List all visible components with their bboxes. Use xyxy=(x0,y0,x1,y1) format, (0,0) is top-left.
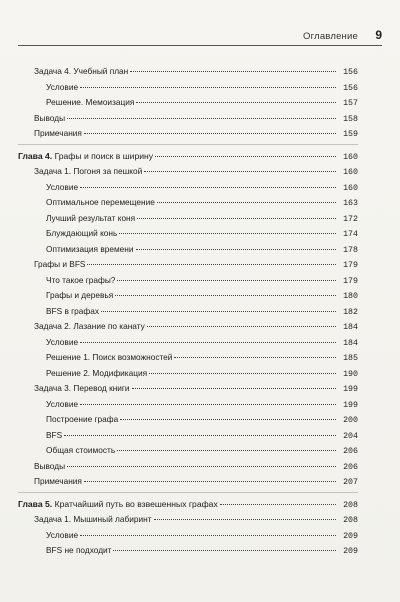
toc-subsection-entry[interactable] xyxy=(18,397,358,413)
toc-section-entry[interactable] xyxy=(18,459,358,475)
toc-entry-title xyxy=(46,335,78,351)
toc-entry-text: Графы и деревья xyxy=(46,290,114,300)
dot-leader xyxy=(80,341,336,343)
dot-leader xyxy=(113,549,336,551)
toc-subsection-entry[interactable] xyxy=(18,304,358,320)
toc-entry-text: BFS не подходит xyxy=(46,545,112,555)
toc-page-number: 160 xyxy=(343,183,358,193)
dot-leader xyxy=(84,132,336,134)
toc-entry-text: Задача 1. Погоня за пешкой xyxy=(34,166,143,176)
toc-page-number: 158 xyxy=(343,114,358,124)
toc-page-number: 163 xyxy=(343,199,358,208)
toc-section-entry[interactable] xyxy=(18,64,358,80)
toc-subsection-entry[interactable] xyxy=(18,528,358,544)
toc-page-number: 156 xyxy=(343,68,358,77)
toc-entry-text: Кратчайший путь во взвешенных графах xyxy=(54,498,218,509)
toc-page-number: 206 xyxy=(343,447,358,456)
toc-section-entry[interactable] xyxy=(18,257,358,273)
toc-section-entry[interactable] xyxy=(18,319,358,335)
toc-subsection-entry[interactable] xyxy=(18,180,358,196)
toc-entry-text: Примечания xyxy=(34,128,82,138)
toc-page-number: 184 xyxy=(343,338,358,348)
toc-entry-title xyxy=(46,350,172,366)
toc-entry-title xyxy=(46,304,99,320)
toc-entry-title xyxy=(34,381,130,397)
toc-page-number: 207 xyxy=(343,478,358,487)
toc-page-number: 159 xyxy=(343,130,358,139)
dot-leader xyxy=(84,480,336,482)
dot-leader xyxy=(132,387,336,389)
dot-leader xyxy=(174,356,336,358)
toc-entry-title xyxy=(18,497,218,513)
toc-entry-title xyxy=(46,242,134,258)
dot-leader xyxy=(149,372,336,374)
chapter-number: Глава 4. xyxy=(18,150,53,161)
toc-entry-title xyxy=(46,80,78,96)
dot-leader xyxy=(101,310,336,312)
toc-entry-title xyxy=(34,319,145,335)
toc-subsection-entry[interactable] xyxy=(18,195,358,211)
toc-page-number: 172 xyxy=(343,214,358,224)
toc-entry-title xyxy=(46,366,147,382)
dot-leader xyxy=(144,170,336,172)
toc-entry-title xyxy=(46,273,115,289)
toc-entry-title xyxy=(34,64,128,80)
toc-entry-title xyxy=(46,226,117,242)
chapter-separator xyxy=(18,492,358,494)
toc-entry-title xyxy=(34,459,65,475)
toc-entry-text: BFS в графах xyxy=(46,305,99,316)
toc-entry-title xyxy=(46,412,118,428)
toc-page-number: 174 xyxy=(343,230,358,239)
toc-subsection-entry[interactable] xyxy=(18,335,358,351)
toc-entry-text: Задача 4. Учебный план xyxy=(34,66,129,76)
dot-leader xyxy=(136,248,337,250)
toc-subsection-entry[interactable] xyxy=(18,366,358,382)
toc-entry-title xyxy=(46,211,135,227)
toc-subsection-entry[interactable] xyxy=(18,273,358,289)
dot-leader xyxy=(220,503,336,505)
dot-leader xyxy=(67,117,336,119)
toc-subsection-entry[interactable] xyxy=(18,242,358,258)
dot-leader xyxy=(157,201,336,203)
toc-entry-text: Графы и BFS xyxy=(34,259,86,269)
toc-section-entry[interactable] xyxy=(18,381,358,397)
dot-leader xyxy=(119,232,336,234)
toc-page-number: 182 xyxy=(343,307,358,317)
toc-entry-title xyxy=(46,528,78,544)
toc-chapter-entry[interactable] xyxy=(18,149,358,165)
toc-subsection-entry[interactable] xyxy=(18,226,358,242)
toc-entry-text: BFS xyxy=(46,429,63,440)
toc-entry-title xyxy=(46,95,134,111)
toc-page-number: 190 xyxy=(343,369,358,379)
dot-leader xyxy=(136,101,336,103)
toc-subsection-entry[interactable] xyxy=(18,211,358,227)
toc-entry-text: Решение. Мемоизация xyxy=(46,97,135,107)
toc-page-number: 157 xyxy=(343,99,358,108)
toc-entry-text: Общая стоимость xyxy=(46,445,116,455)
header-rule xyxy=(18,45,382,46)
toc-subsection-entry[interactable] xyxy=(18,412,358,428)
toc-page-number: 209 xyxy=(343,531,358,541)
toc-section-entry[interactable] xyxy=(18,474,358,490)
toc-entry-title xyxy=(46,428,62,444)
dot-leader xyxy=(80,534,336,536)
chapter-separator xyxy=(18,144,358,146)
toc-section-entry[interactable] xyxy=(18,164,358,180)
dot-leader xyxy=(80,186,336,188)
toc-entry-title xyxy=(34,512,152,528)
toc-page-number: 179 xyxy=(343,261,358,270)
toc-subsection-entry[interactable] xyxy=(18,443,358,459)
toc-page-number: 180 xyxy=(343,292,358,301)
toc-page-number: 199 xyxy=(343,385,358,394)
toc-entry-title xyxy=(34,126,82,142)
toc-subsection-entry[interactable] xyxy=(18,543,358,559)
toc-entry-text: Задача 2. Лазание по канату xyxy=(34,321,145,331)
toc-page-number: 156 xyxy=(343,83,358,93)
toc-section-entry[interactable] xyxy=(18,512,358,528)
toc-page-number: 209 xyxy=(343,547,358,556)
chapter-number: Глава 5. xyxy=(18,498,53,509)
toc-entry-text: Условие xyxy=(46,81,79,92)
toc-entry-text: Условие xyxy=(46,336,79,347)
toc-entry-title xyxy=(34,474,82,490)
toc-subsection-entry[interactable] xyxy=(18,288,358,304)
dot-leader xyxy=(64,434,336,436)
toc-entry-title xyxy=(18,149,153,165)
toc-section-entry[interactable] xyxy=(18,126,358,142)
dot-leader xyxy=(130,70,336,72)
toc-entry-text: Решение 2. Модификация xyxy=(46,367,148,378)
dot-leader xyxy=(87,263,336,265)
toc-page-number: 200 xyxy=(343,416,358,425)
toc-entry-text: Условие xyxy=(46,181,79,192)
toc-subsection-entry[interactable] xyxy=(18,80,358,96)
toc-entry-text: Выводы xyxy=(34,112,66,123)
dot-leader xyxy=(117,279,336,281)
dot-leader xyxy=(80,403,336,405)
table-of-contents xyxy=(18,64,358,559)
dot-leader xyxy=(67,465,336,467)
toc-entry-title xyxy=(46,288,113,304)
toc-page-number: 178 xyxy=(343,245,358,255)
toc-entry-text: Условие xyxy=(46,398,79,409)
toc-section-entry[interactable] xyxy=(18,111,358,127)
toc-entry-title xyxy=(46,543,111,559)
toc-entry-text: Задача 3. Перевод книги xyxy=(34,383,130,393)
toc-page-number: 208 xyxy=(343,516,358,525)
toc-entry-title xyxy=(34,164,142,180)
toc-page-number: 185 xyxy=(343,354,358,363)
toc-entry-text: Примечания xyxy=(34,476,82,486)
toc-chapter-entry[interactable] xyxy=(18,497,358,513)
toc-entry-text: Построение графа xyxy=(46,414,119,424)
toc-entry-text: Оптимизация времени xyxy=(46,243,134,254)
toc-subsection-entry[interactable] xyxy=(18,350,358,366)
dot-leader xyxy=(147,325,336,327)
toc-page-number: 160 xyxy=(343,168,358,177)
toc-entry-text: Условие xyxy=(46,529,79,540)
toc-entry-text: Решение 1. Поиск возможностей xyxy=(46,352,173,362)
toc-page-number: 199 xyxy=(343,400,358,410)
toc-entry-text: Графы и поиск в ширину xyxy=(54,150,154,161)
toc-entry-title xyxy=(46,443,115,459)
toc-subsection-entry[interactable] xyxy=(18,95,358,111)
toc-entry-text: Что такое графы? xyxy=(46,274,116,285)
toc-page-number: 206 xyxy=(343,462,358,472)
running-header-title: Оглавление xyxy=(303,31,358,42)
dot-leader xyxy=(117,449,336,451)
toc-entry-title xyxy=(34,257,85,273)
toc-entry-text: Лучший результат коня xyxy=(46,212,136,223)
toc-entry-text: Задача 1. Мышиный лабиринт xyxy=(34,514,152,524)
toc-page-number: 160 xyxy=(343,152,358,162)
toc-entry-title xyxy=(46,397,78,413)
toc-subsection-entry[interactable] xyxy=(18,428,358,444)
toc-page-number: 208 xyxy=(343,500,358,510)
page-number: 9 xyxy=(375,28,382,42)
toc-entry-title xyxy=(34,111,65,127)
toc-page-number: 184 xyxy=(343,323,358,332)
toc-entry-text: Блуждающий конь xyxy=(46,228,118,238)
toc-entry-title xyxy=(46,180,78,196)
dot-leader xyxy=(155,155,336,157)
dot-leader xyxy=(80,86,336,88)
toc-entry-text: Оптимальное перемещение xyxy=(46,197,155,207)
dot-leader xyxy=(154,518,337,520)
dot-leader xyxy=(115,294,336,296)
dot-leader xyxy=(137,217,336,219)
toc-entry-title xyxy=(46,195,155,211)
toc-entry-text: Выводы xyxy=(34,460,66,471)
running-header xyxy=(18,24,382,42)
toc-page-number: 179 xyxy=(343,276,358,286)
dot-leader xyxy=(120,418,336,420)
toc-page-number: 204 xyxy=(343,431,358,441)
